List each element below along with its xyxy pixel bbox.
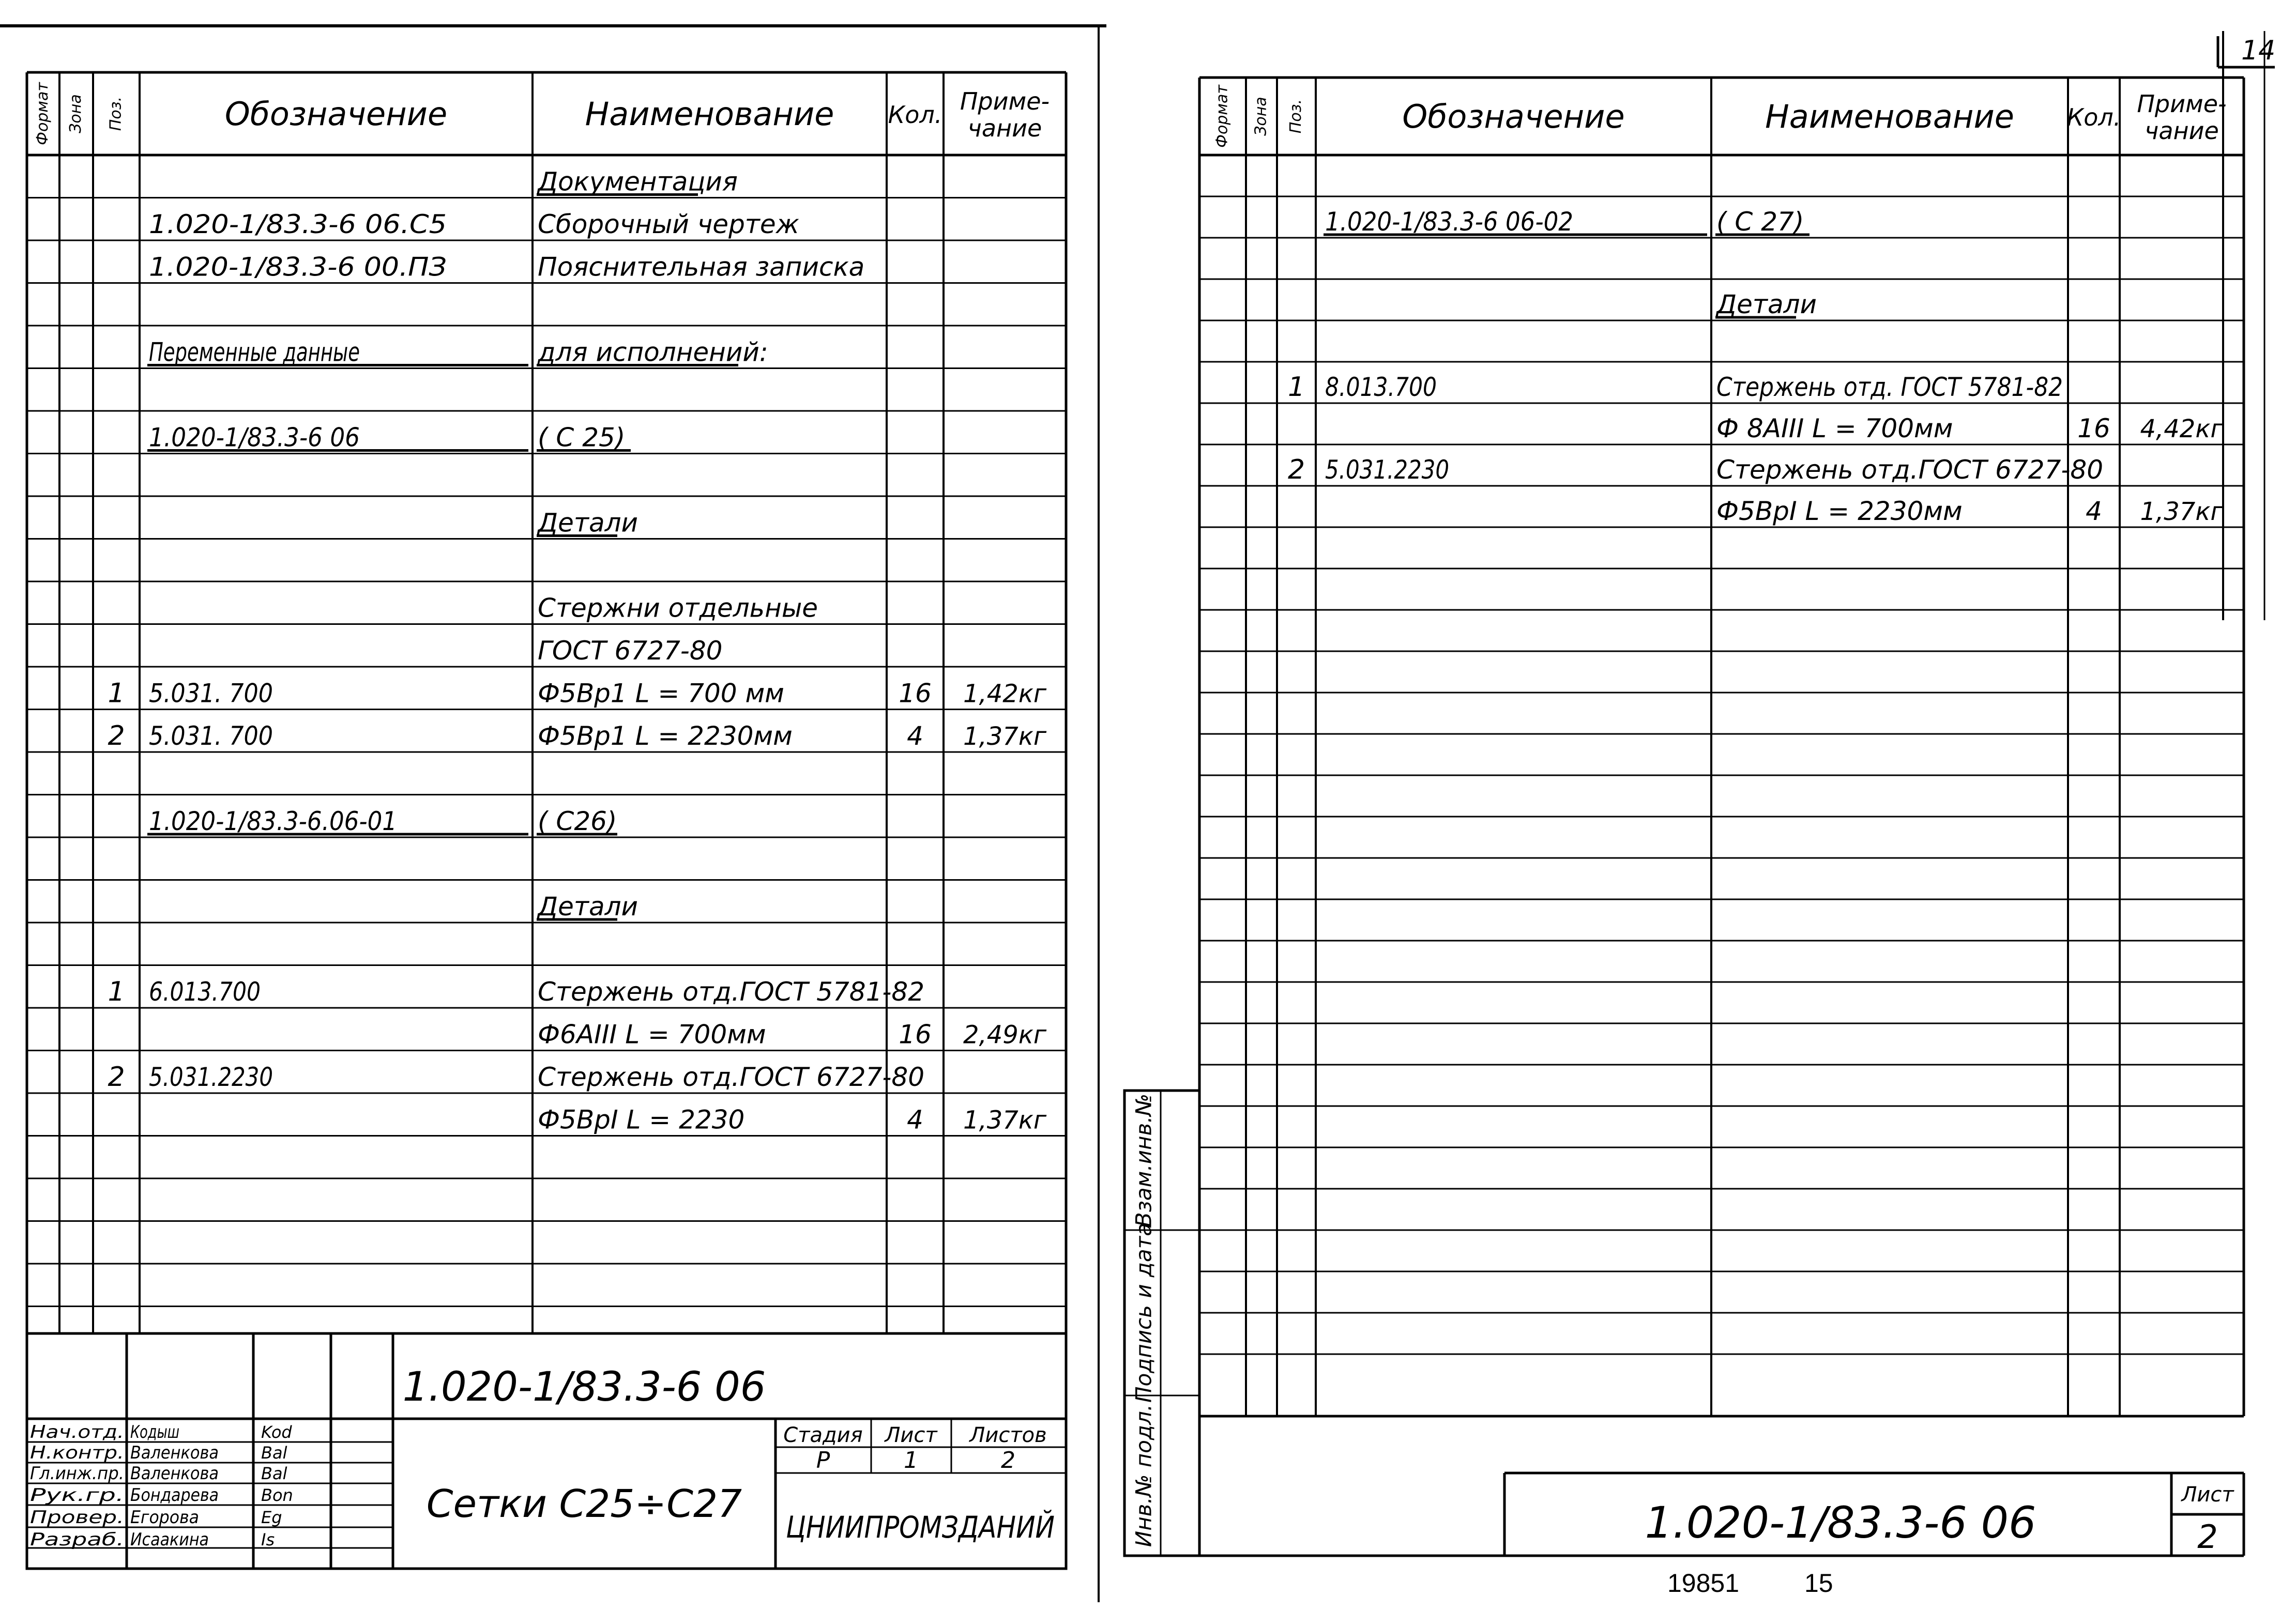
right-cell-designation: 1.020-1/83.3-6 06-02	[1325, 207, 1573, 237]
left-cell-name: Ф5Вр1 L = 2230мм	[538, 721, 793, 751]
left-cell-name: Стержни отдельные	[538, 593, 818, 623]
left-cell-note: 1,37кг	[963, 722, 1047, 751]
right-cell-name: ( С 27)	[1716, 207, 1804, 237]
right-cell-name: Ф5ВрI L = 2230мм	[1716, 496, 1963, 526]
signature: Bon	[261, 1485, 293, 1505]
left-cell-name: ГОСТ 6727-80	[538, 636, 723, 666]
left-cell-qty: 16	[899, 1019, 932, 1050]
right-header-note: Приме-	[2137, 90, 2227, 118]
right-header-vertical: Поз.	[1287, 99, 1305, 134]
left-cell-name: ( С 25)	[538, 422, 626, 453]
title-code: 1.020-1/83.3-6 06	[402, 1364, 766, 1410]
left-cell-name: Ф5Вр1 L = 700 мм	[538, 678, 784, 709]
right-sheet-label: Лист	[2181, 1483, 2234, 1507]
title-name: Валенкова	[130, 1443, 219, 1463]
left-header-vertical: Формат	[34, 82, 52, 145]
title-role: Разраб.	[30, 1529, 124, 1550]
left-header-vertical: Поз.	[107, 96, 125, 131]
right-cell-pos: 1	[1287, 372, 1305, 403]
title-name: Валенкова	[130, 1463, 219, 1484]
left-cell-designation: 1.020-1/83.3-6 06.С5	[149, 209, 447, 239]
title-role: Нач.отд.	[30, 1422, 125, 1443]
right-header-designation: Обозначение	[1402, 98, 1625, 135]
left-cell-name: Сборочный чертеж	[538, 209, 799, 239]
sheet-number: 14	[2241, 35, 2276, 66]
signature: Bal	[261, 1443, 287, 1463]
right-cell-name: Ф 8АIII L = 700мм	[1716, 413, 1953, 443]
left-cell-qty: 16	[899, 678, 932, 709]
side-stamp-label: Взам.инв.№	[1131, 1093, 1157, 1228]
left-cell-name: Документация	[538, 166, 738, 197]
right-cell-name: Детали	[1716, 289, 1817, 319]
side-stamp-label: Подпись и дата	[1131, 1223, 1157, 1403]
title-name: Егорова	[130, 1507, 199, 1528]
left-cell-qty: 4	[907, 1104, 923, 1135]
left-cell-note: 1,42кг	[963, 679, 1047, 709]
left-cell-qty: 4	[907, 721, 923, 751]
right-cell-designation: 8.013.700	[1325, 372, 1437, 402]
title-name: Исаакина	[130, 1529, 209, 1550]
stage-value: Р	[816, 1447, 830, 1474]
right-cell-qty: 16	[2077, 413, 2110, 443]
left-cell-designation: Переменные данные	[149, 337, 360, 367]
left-cell-designation: 5.031.2230	[149, 1062, 273, 1092]
left-cell-note: 1,37кг	[963, 1106, 1047, 1135]
left-cell-name: Ф5ВрI L = 2230	[538, 1104, 745, 1135]
left-cell-designation: 6.013.700	[149, 977, 261, 1007]
left-cell-pos: 2	[108, 720, 125, 751]
right-cell-name: Стержень отд. ГОСТ 5781-82	[1716, 372, 2063, 402]
left-spec-table	[27, 72, 1066, 1333]
left-cell-designation: 1.020-1/83.3-6 00.ПЗ	[149, 252, 447, 282]
right-spec-table	[1199, 78, 2244, 1416]
stage-label: Стадия	[783, 1423, 863, 1447]
right-cell-name: Стержень отд.ГОСТ 6727-80	[1716, 455, 2104, 485]
left-cell-name: ( С26)	[538, 806, 617, 836]
left-cell-pos: 1	[108, 976, 125, 1007]
sheets-label: Листов	[969, 1423, 1047, 1447]
right-header-name: Наименование	[1765, 98, 2014, 135]
title-role: Гл.инж.пр.	[30, 1463, 124, 1484]
footer-number: 19851	[1667, 1569, 1740, 1598]
right-cell-qty: 4	[2086, 496, 2102, 526]
title-role: Провер.	[30, 1507, 125, 1528]
left-cell-name: Стержень отд.ГОСТ 5781-82	[538, 977, 925, 1007]
right-cell-pos: 2	[1287, 454, 1305, 485]
signature: Bal	[261, 1464, 287, 1483]
footer-page: 15	[1804, 1569, 1833, 1598]
right-sheet-value: 2	[2197, 1518, 2218, 1556]
sheet-value: 1	[904, 1447, 918, 1474]
left-cell-name: Пояснительная записка	[538, 252, 865, 282]
left-cell-note: 2,49кг	[963, 1020, 1047, 1050]
signature: Kod	[261, 1422, 292, 1442]
left-cell-name: для исполнений:	[538, 337, 768, 367]
right-header-vertical: Зона	[1252, 97, 1270, 136]
left-cell-designation: 1.020-1/83.3-6.06-01	[149, 806, 397, 836]
left-cell-pos: 2	[108, 1062, 125, 1093]
right-title-code: 1.020-1/83.3-6 06	[1645, 1497, 2036, 1548]
title-name: Кодыш	[130, 1422, 179, 1443]
side-stamp-label: Инв.№ подл.	[1131, 1404, 1157, 1547]
title-role: Рук.гр.	[30, 1485, 124, 1506]
left-cell-designation: 5.031. 700	[149, 721, 273, 751]
left-header-qty: Кол.	[888, 101, 942, 129]
left-cell-name: Стержень отд.ГОСТ 6727-80	[538, 1062, 925, 1092]
left-cell-name: Детали	[538, 508, 638, 538]
right-header-note: чание	[2145, 117, 2219, 145]
sheet-number-box	[2218, 35, 2275, 67]
left-cell-pos: 1	[108, 678, 125, 709]
sheets-value: 2	[1001, 1447, 1015, 1474]
left-header-vertical: Зона	[67, 94, 85, 133]
left-cell-name: Детали	[538, 892, 638, 922]
right-cell-note: 4,42кг	[2140, 415, 2224, 443]
left-cell-designation: 5.031. 700	[149, 678, 273, 709]
right-cell-note: 1,37кг	[2140, 497, 2224, 526]
right-title-block	[1124, 1091, 2244, 1556]
left-cell-designation: 1.020-1/83.3-6 06	[149, 422, 360, 453]
left-header-note: Приме-	[960, 87, 1050, 115]
left-header-note: чание	[967, 114, 1042, 142]
signature: Is	[261, 1530, 275, 1549]
title-role: Н.контр.	[30, 1443, 124, 1463]
left-cell-name: Ф6АIII L = 700мм	[538, 1019, 766, 1050]
right-header-vertical: Формат	[1213, 85, 1231, 148]
organization: ЦНИИПРОМЗДАНИЙ	[786, 1510, 1098, 1545]
left-header-name: Наименование	[585, 95, 834, 133]
title-name-main: Сетки С25÷С27	[426, 1482, 742, 1526]
signature: Eg	[261, 1508, 282, 1527]
sheet-label: Лист	[885, 1423, 937, 1447]
title-name: Бондарева	[130, 1485, 219, 1506]
right-cell-designation: 5.031.2230	[1325, 455, 1449, 485]
right-header-qty: Кол.	[2066, 103, 2121, 131]
left-header-designation: Обозначение	[224, 95, 448, 133]
